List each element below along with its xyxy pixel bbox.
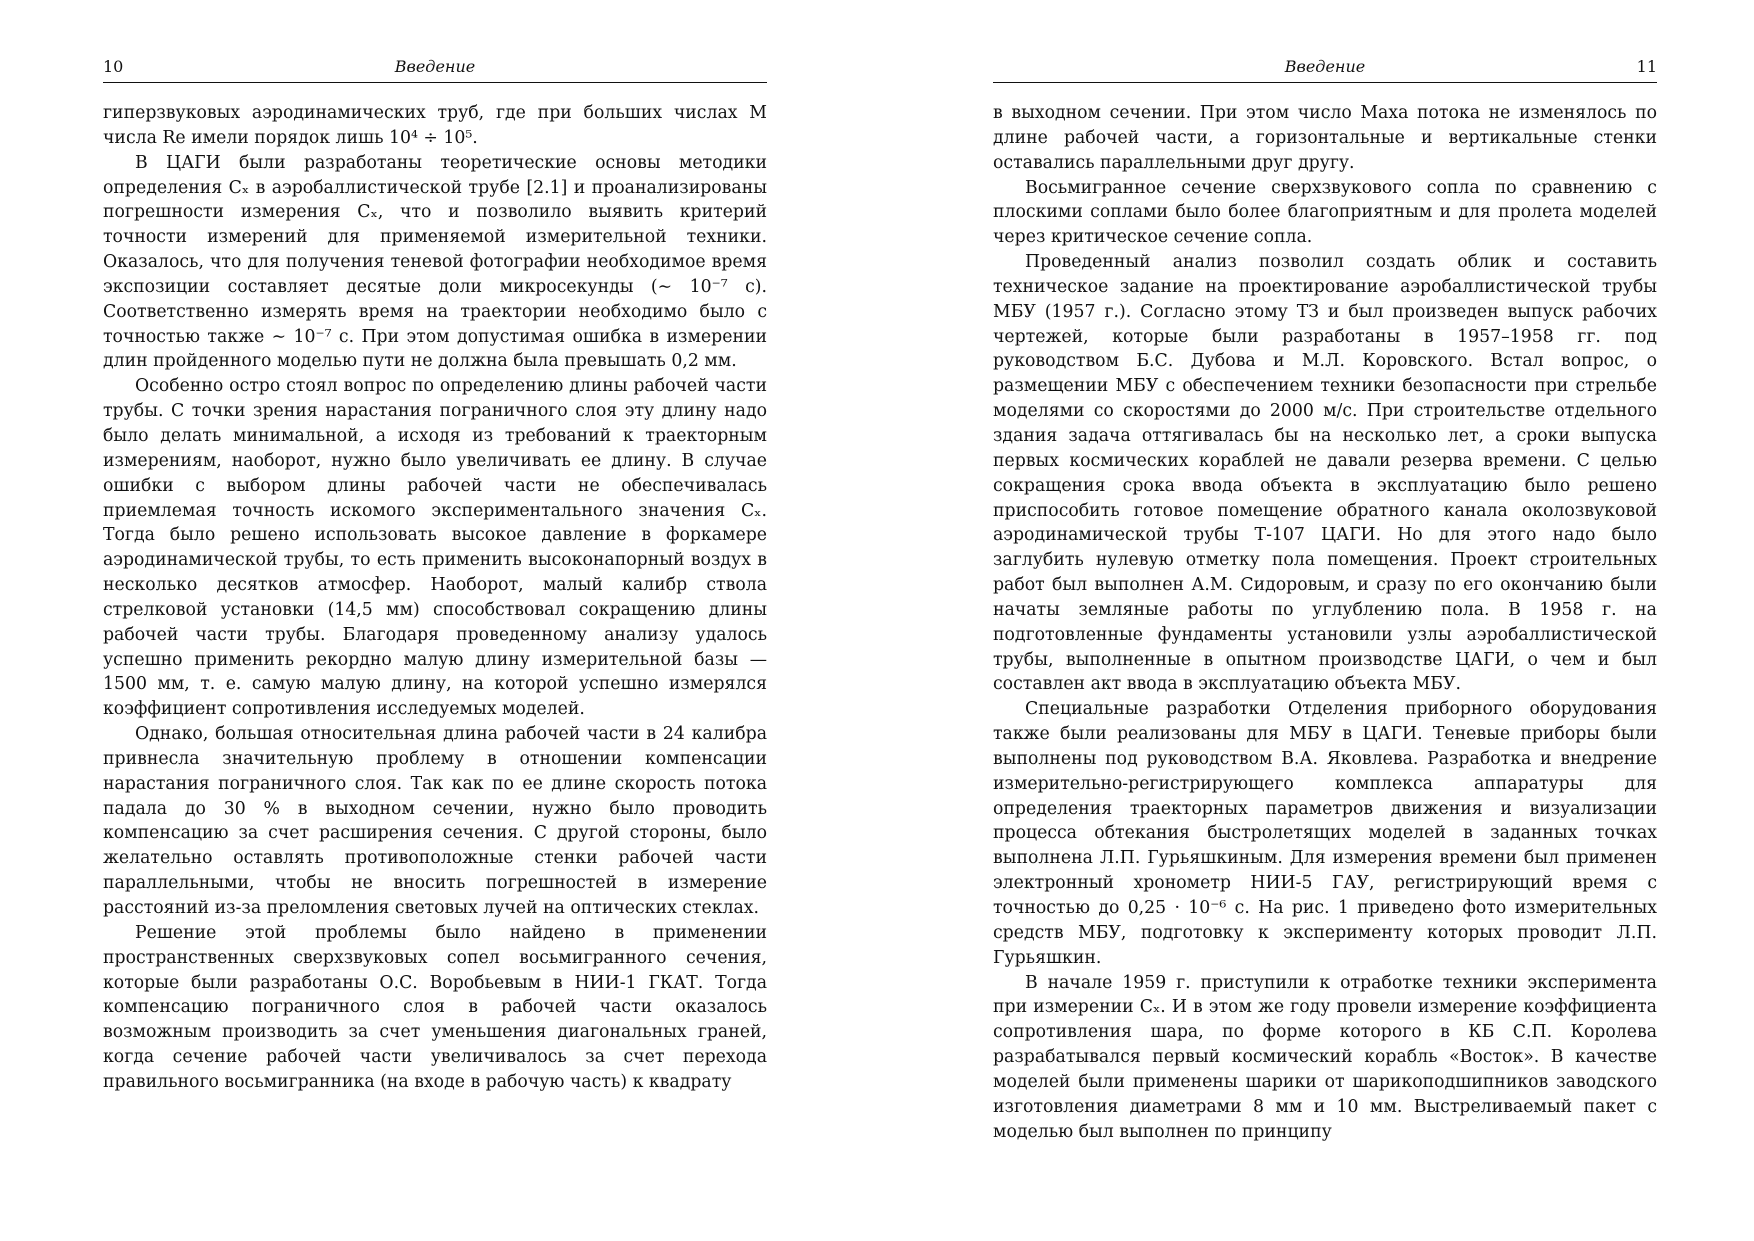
- left-paragraph-2: В ЦАГИ были разработаны теоретические основы методики определения Cₓ в аэробаллистической трубе [2.1] и проанализированы погрешности измерения Cₓ, что и позволило выявить критерий точности измерений для применяемой измерительной техники. Оказалось, что для получения теневой фотографии необходимое время экспозиции составляет десятые доли микросекунды (∼ 10⁻⁷ с). Соответственно измерять время на траектории необходимо было с точностью также ∼ 10⁻⁷ с. При этом допустимая ошибка в измерении длин пройденного моделью пути не должна была превышать 0,2 мм.: [103, 152, 767, 372]
- right-paragraph-3: Проведенный анализ позволил создать облик и составить техническое задание на проектирование аэробаллистической трубы МБУ (1957 г.). Согласно этому ТЗ и был произведен выпуск рабочих чертежей, которые были разработаны в 1957–1958 гг. под руководством Б.С. Дубова и М.Л. Коровского. Встал вопрос, о размещении МБУ с обеспечением техники безопасности при стрельбе моделями со скоростями до 2000 м/с. При строительстве отдельного здания задача оттягивалась бы на несколько лет, а сроки выпуска первых космических кораблей не давали резерва времени. С целью сокращения срока ввода объекта в эксплуатацию было решено приспособить готовое помещение обратного канала околозвуковой аэродинамической трубы Т-107 ЦАГИ. Но для этого надо было заглубить нулевую отметку пола помещения. Проект строительных работ был выполнен А.М. Сидоровым, и сразу по его окончанию были начаты земляные работы по углублению пола. В 1958 г. на подготовленные фундаменты установили узлы аэробаллистической трубы, выполненные в опытном производстве ЦАГИ, о чем и был составлен акт ввода в эксплуатацию объекта МБУ.: [993, 252, 1657, 695]
- right-paragraph-2: Восьмигранное сечение сверхзвукового сопла по сравнению с плоскими соплами было более благоприятным и для пролета моделей через критическое сечение сопла.: [993, 177, 1657, 248]
- right-body-text: [993, 101, 1657, 1144]
- left-running-title: Введение: [394, 57, 476, 76]
- right-page: [993, 56, 1657, 1144]
- right-paragraph-5: В начале 1959 г. приступили к отработке техники эксперимента при измерении Cₓ. И в этом же году провели измерение коэффициента сопротивления шара, по форме которого в КБ С.П. Королева разрабатывался первый космический корабль «Восток». В качестве моделей были применены шарики от шарикоподшипников заводского изготовления диаметрами 8 мм и 10 мм. Выстреливаемый пакет с моделью был выполнен по принципу: [993, 972, 1657, 1142]
- left-page: [103, 56, 767, 1095]
- right-paragraph-4: Специальные разработки Отделения приборного оборудования также были реализованы для МБУ в ЦАГИ. Теневые приборы были выполнены под руководством В.А. Яковлева. Разработка и внедрение измерительно-регистрирующего комплекса аппаратуры для определения траекторных параметров движения и визуализации процесса обтекания быстролетящих моделей в заданных точках выполнена Л.П. Гурьяшкиным. Для измерения времени был применен электронный хронометр НИИ-5 ГАУ, регистрирующий время с точностью до 0,25 · 10⁻⁶ с. На рис. 1 приведено фото измерительных средств МБУ, подготовку к эксперименту которых проводит Л.П. Гурьяшкин.: [993, 699, 1657, 968]
- left-paragraph-3: Особенно остро стоял вопрос по определению длины рабочей части трубы. С точки зрения нарастания пограничного слоя эту длину надо было делать минимальной, а исходя из требований к траекторным измерениям, наоборот, нужно было увеличивать ее длину. В случае ошибки с выбором длины рабочей части не обеспечивалась приемлемая точность искомого экспериментального значения Cₓ. Тогда было решено использовать высокое давление в форкамере аэродинамической трубы, то есть применить высоконапорный воздух в несколько десятков атмосфер. Наоборот, малый калибр ствола стрелковой установки (14,5 мм) способствовал сокращению длины рабочей части трубы. Благодаря проведенному анализу удалось успешно применить рекордно малую длину измерительной базы — 1500 мм, т. е. самую малую длину, на которой успешно измерялся коэффициент сопротивления исследуемых моделей.: [103, 376, 767, 720]
- right-page-number: 11: [1636, 57, 1657, 76]
- left-running-head: [103, 56, 767, 83]
- left-body-text: [103, 101, 767, 1095]
- left-page-number: 10: [103, 57, 124, 76]
- right-paragraph-1: в выходном сечении. При этом число Маха потока не изменялось по длине рабочей части, а горизонтальные и вертикальные стенки оставались параллельными друг другу.: [993, 103, 1657, 173]
- left-paragraph-1: гиперзвуковых аэродинамических труб, где при больших числах M числа Re имели порядок лишь 10⁴ ÷ 10⁵.: [103, 103, 767, 148]
- right-running-head: [993, 56, 1657, 83]
- left-paragraph-5: Решение этой проблемы было найдено в применении пространственных сверхзвуковых сопел восьмигранного сечения, которые были разработаны О.С. Воробьевым в НИИ-1 ГКАТ. Тогда компенсацию пограничного слоя в рабочей части оказалось возможным производить за счет уменьшения диагональных граней, когда сечение рабочей части увеличивалось за счет перехода правильного восьмигранника (на входе в рабочую часть) к квадрату: [103, 922, 767, 1092]
- left-paragraph-4: Однако, большая относительная длина рабочей части в 24 калибра привнесла значительную проблему в отношении компенсации нарастания пограничного слоя. Так как по ее длине скорость потока падала до 30 % в выходном сечении, нужно было проводить компенсацию за счет расширения сечения. С другой стороны, было желательно оставлять противоположные стенки рабочей части параллельными, чтобы не вносить погрешностей в измерение расстояний из-за преломления световых лучей на оптических стеклах.: [103, 724, 767, 918]
- right-running-title: Введение: [1284, 57, 1366, 76]
